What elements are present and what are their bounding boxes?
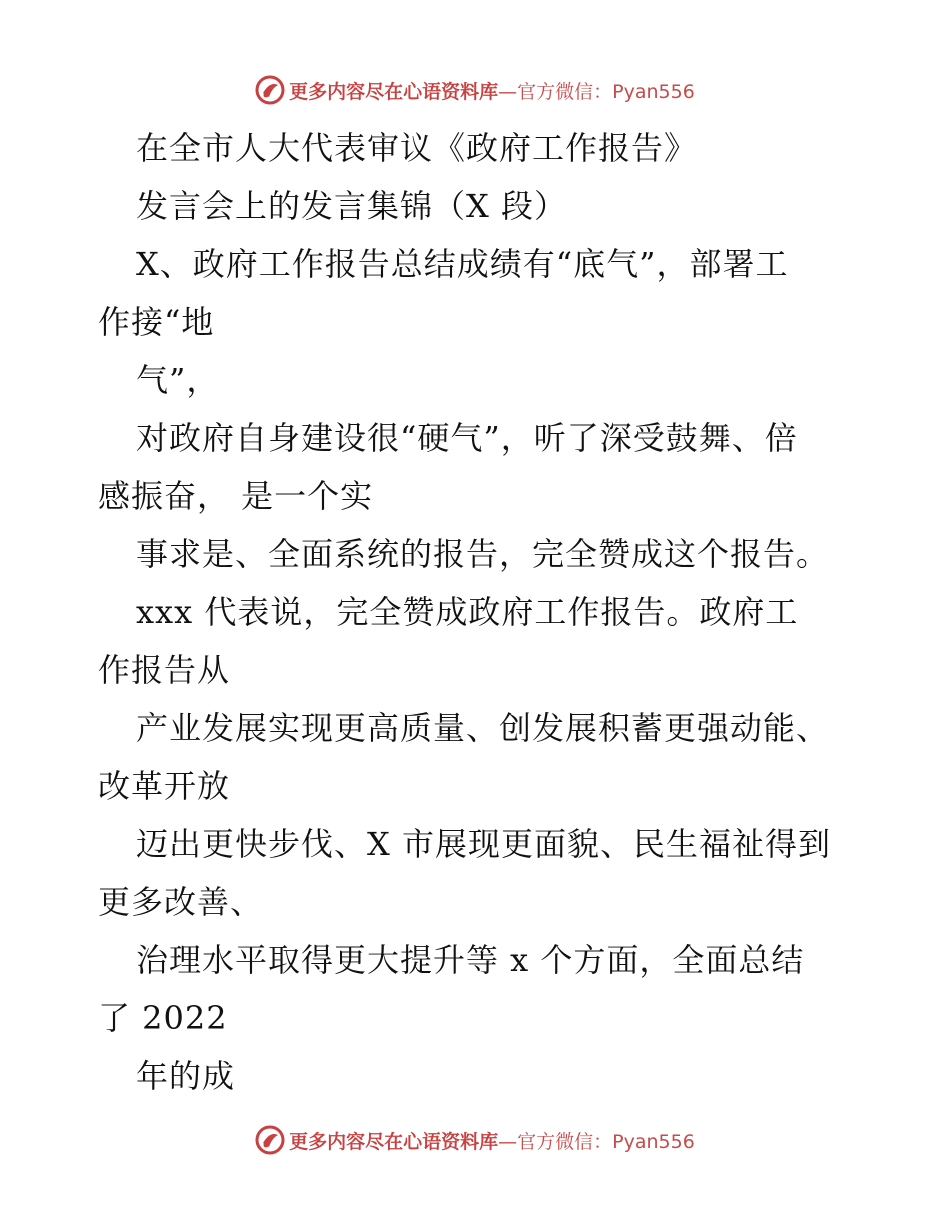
paragraph-line: 气”， bbox=[136, 361, 220, 399]
paragraph-line: 作接“地 bbox=[98, 303, 215, 341]
paragraph-line: 治理水平取得更大提升等 x 个方面，全面总结 bbox=[136, 941, 805, 979]
header-banner-logo-text: 更多内容尽在心语资料库 bbox=[289, 80, 499, 103]
paragraph-line: 产业发展实现更高质量、创发展积蓄更强动能、 bbox=[136, 709, 830, 747]
header-banner-text bbox=[289, 77, 695, 104]
document-title-line-2: 发言会上的发言集锦（X 段） bbox=[136, 187, 567, 225]
paragraph-line: 了 2022 bbox=[98, 999, 228, 1037]
paragraph-line: 作报告从 bbox=[98, 651, 231, 689]
document-title-line-1: 在全市人大代表审议《政府工作报告》 bbox=[136, 129, 698, 167]
paragraph-line: xxx 代表说，完全赞成政府工作报告。政府工 bbox=[136, 593, 799, 631]
footer-banner-separator: — bbox=[498, 1130, 518, 1153]
brand-logo-icon bbox=[255, 75, 285, 105]
paragraph-line: 更多改善、 bbox=[98, 883, 264, 921]
header-banner-contact: 官方微信：Pyan556 bbox=[517, 80, 695, 103]
header-banner-separator: — bbox=[498, 80, 518, 103]
footer-banner-logo-text: 更多内容尽在心语资料库 bbox=[289, 1130, 499, 1153]
brand-logo-icon bbox=[255, 1125, 285, 1155]
footer-banner-text bbox=[289, 1127, 695, 1154]
paragraph-line: X、政府工作报告总结成绩有“底气”，部署工 bbox=[136, 245, 789, 283]
paragraph-line: 年的成 bbox=[136, 1057, 236, 1095]
header-banner bbox=[0, 70, 950, 110]
paragraph-line: 感振奋， 是一个实 bbox=[98, 477, 374, 515]
paragraph-line: 对政府自身建设很“硬气”，听了深受鼓舞、倍 bbox=[136, 419, 798, 457]
footer-banner bbox=[0, 1120, 950, 1160]
paragraph-line: 改革开放 bbox=[98, 767, 231, 805]
paragraph-line: 迈出更快步伐、X 市展现更面貌、民生福祉得到 bbox=[136, 825, 831, 863]
paragraph-line: 事求是、全面系统的报告，完全赞成这个报告。 bbox=[136, 535, 830, 573]
footer-banner-contact: 官方微信：Pyan556 bbox=[517, 1130, 695, 1153]
